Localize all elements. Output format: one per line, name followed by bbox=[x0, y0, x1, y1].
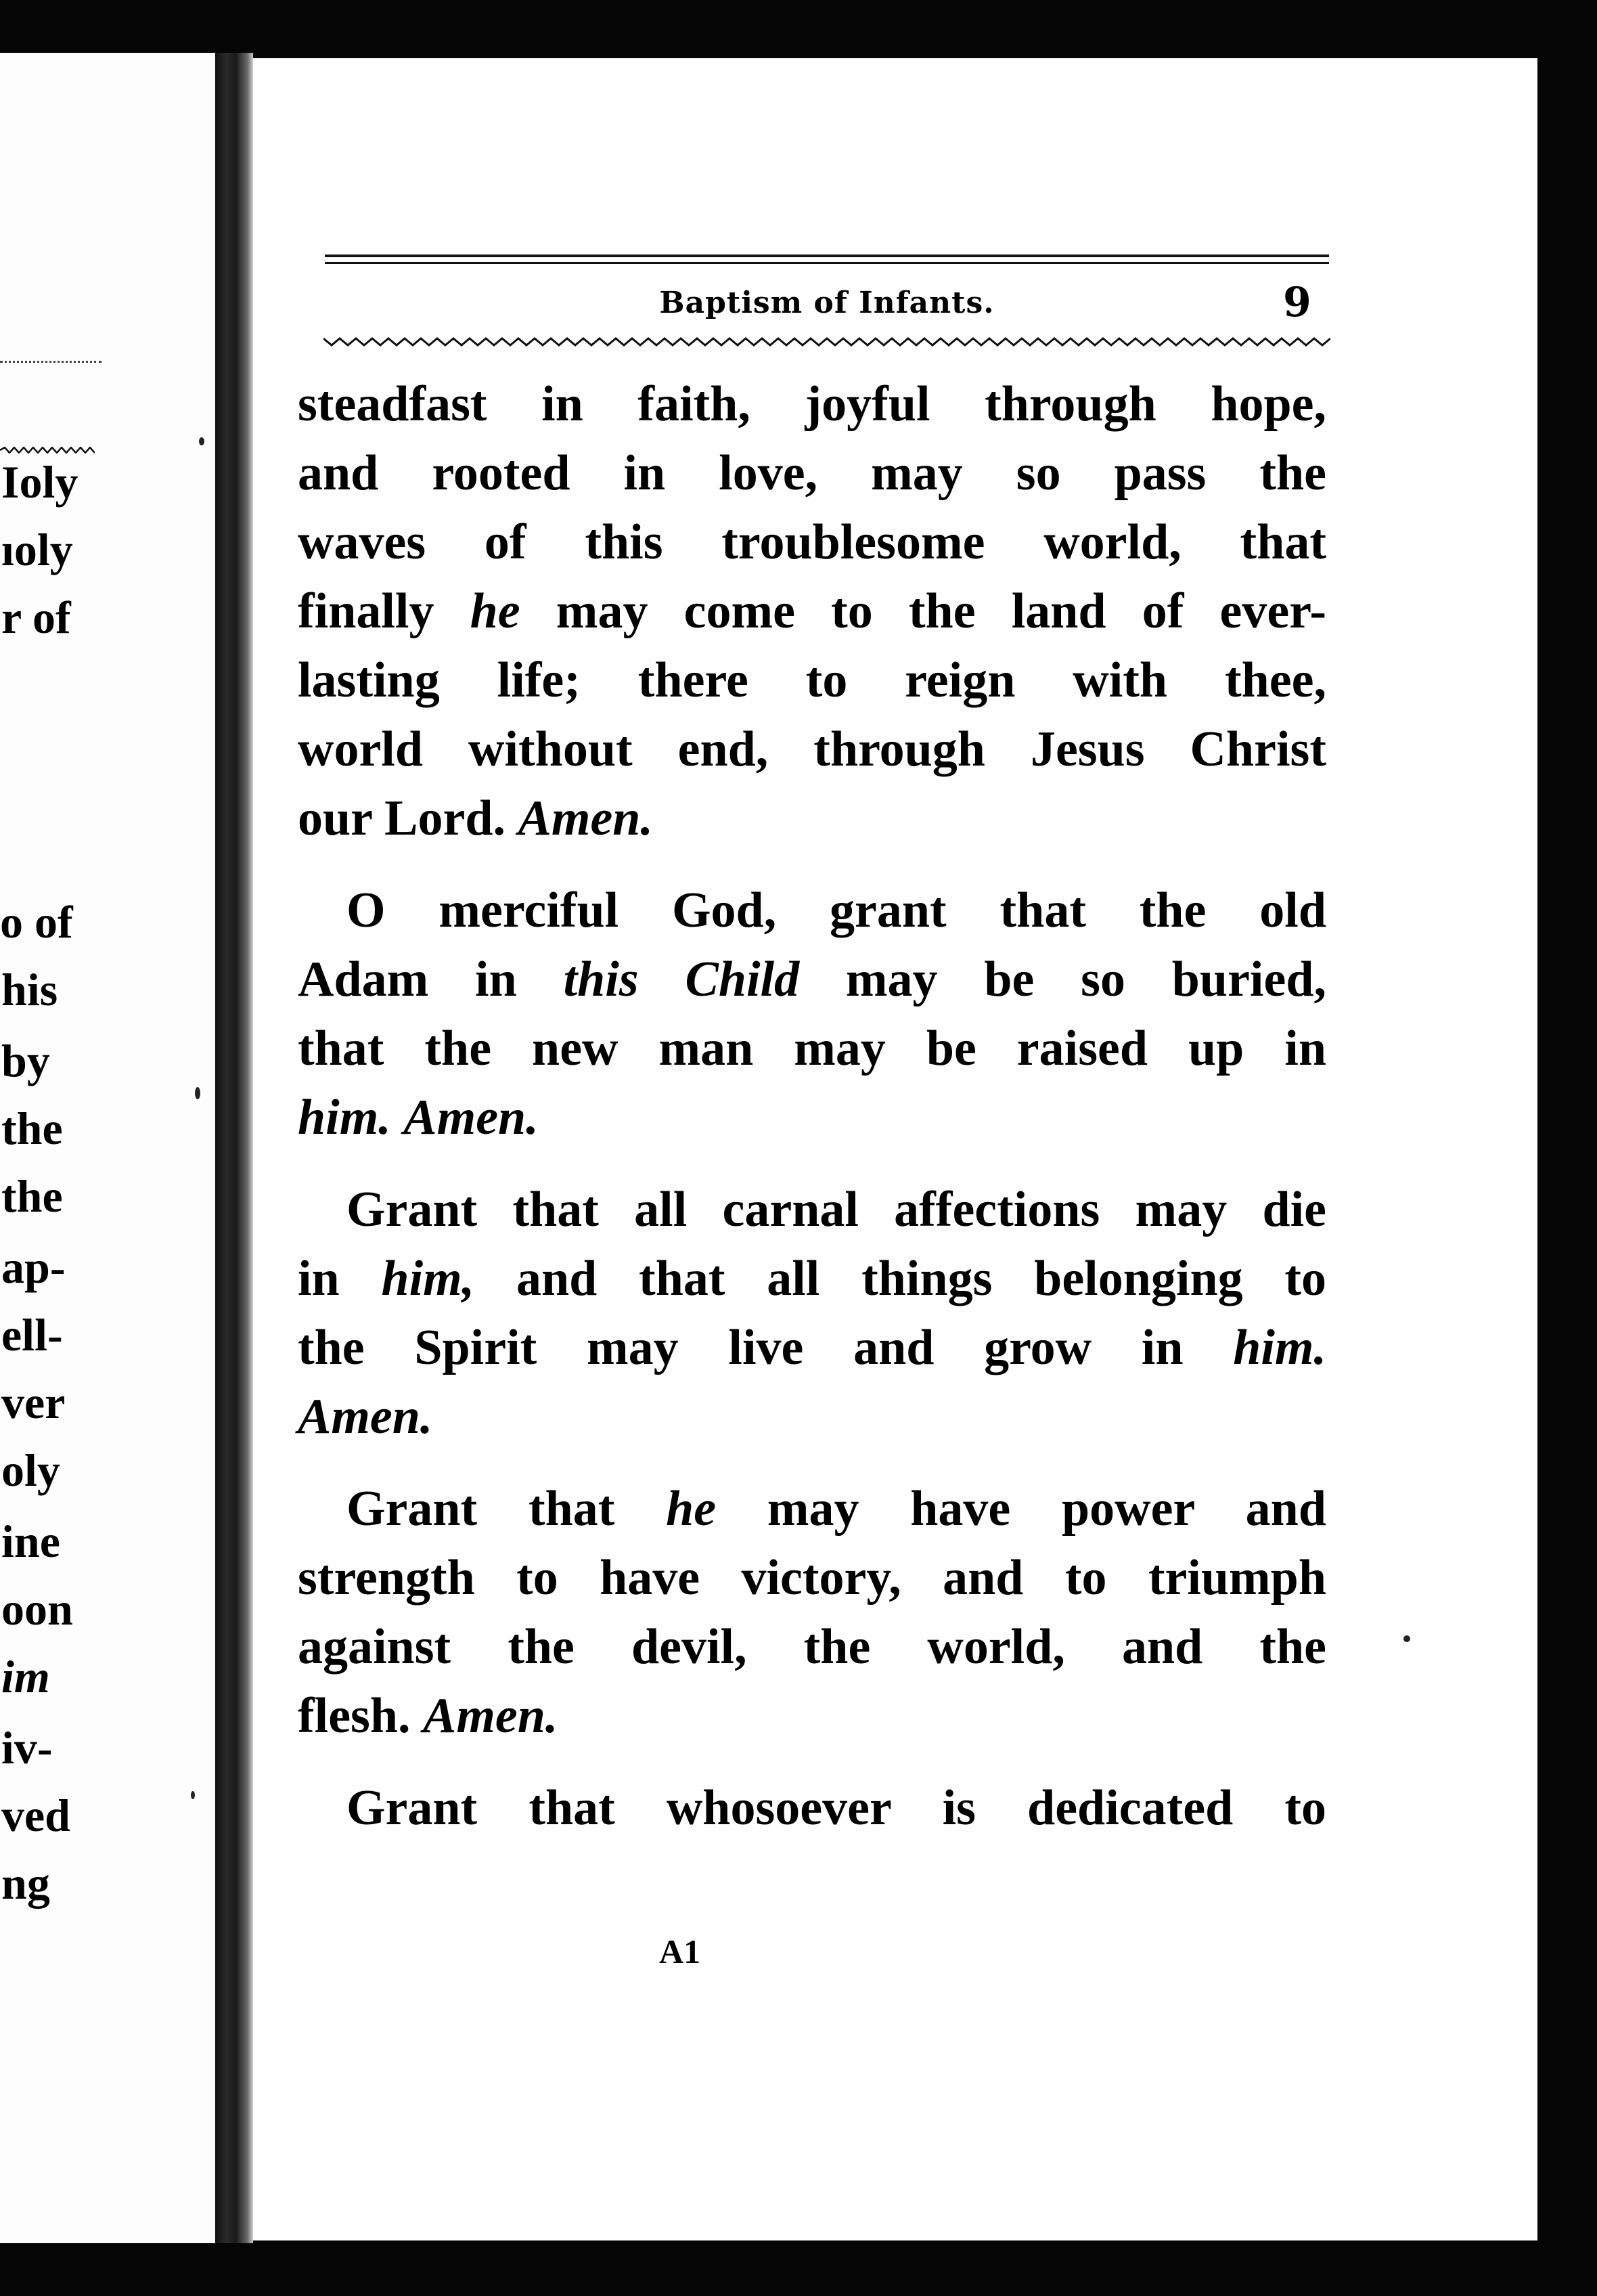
italic-text: Amen. bbox=[518, 791, 653, 846]
left-page-line: ap- bbox=[1, 1241, 66, 1293]
text-run: Grant that all carnal affections may die bbox=[346, 1182, 1326, 1237]
left-page-line: r of bbox=[1, 592, 71, 643]
ink-fleck bbox=[191, 1791, 195, 1799]
left-page-line: ell- bbox=[1, 1309, 63, 1361]
text-line bbox=[298, 876, 1326, 945]
text-run: finally bbox=[298, 583, 470, 639]
paragraph bbox=[298, 1175, 1326, 1451]
paragraph bbox=[298, 876, 1326, 1152]
text-run: and that all things belonging to bbox=[474, 1251, 1326, 1306]
text-run: in bbox=[298, 1251, 382, 1306]
left-page-line: Ioly bbox=[1, 456, 78, 508]
left-page-line: oly bbox=[1, 1444, 60, 1496]
italic-text: he bbox=[470, 583, 520, 639]
text-line bbox=[298, 1773, 1326, 1842]
text-line bbox=[298, 945, 1326, 1014]
header-double-rule bbox=[325, 255, 1329, 264]
left-page-line: his bbox=[1, 964, 58, 1015]
text-line bbox=[298, 1244, 1326, 1313]
left-page-line: im bbox=[1, 1651, 50, 1702]
italic-text: Amen. bbox=[423, 1688, 558, 1744]
text-run: flesh. bbox=[298, 1688, 423, 1744]
left-page-line: ng bbox=[1, 1857, 50, 1909]
text-line bbox=[298, 1313, 1326, 1382]
italic-text: him. bbox=[298, 1090, 391, 1145]
paragraph bbox=[298, 1773, 1326, 1842]
italic-text: Amen. bbox=[403, 1090, 539, 1145]
page-body-text bbox=[298, 370, 1326, 1866]
left-page-line: o of bbox=[0, 896, 73, 948]
ink-fleck bbox=[195, 1087, 200, 1099]
text-run: Adam in bbox=[298, 952, 564, 1007]
text-run: steadfast in faith, joyful through hope, bbox=[298, 376, 1326, 432]
text-run: the Spirit may live and grow in bbox=[298, 1320, 1234, 1375]
left-page-wavy-rule bbox=[0, 447, 95, 454]
text-line bbox=[298, 508, 1326, 577]
italic-text: this Child bbox=[563, 952, 800, 1007]
text-run: may have power and bbox=[716, 1481, 1326, 1537]
italic-text: Amen. bbox=[298, 1389, 433, 1444]
text-run: may be so buried, bbox=[799, 952, 1326, 1007]
italic-text: him, bbox=[381, 1251, 475, 1306]
ink-fleck bbox=[199, 437, 204, 445]
text-line bbox=[298, 1175, 1326, 1244]
text-run bbox=[391, 1090, 404, 1145]
text-line bbox=[298, 715, 1326, 784]
header-wavy-rule bbox=[323, 336, 1330, 348]
text-run: against the devil, the world, and the bbox=[298, 1619, 1326, 1675]
paragraph bbox=[298, 370, 1326, 853]
text-run: O merciful God, grant that the old bbox=[346, 883, 1326, 938]
left-page-header-rule bbox=[0, 361, 102, 363]
text-line bbox=[298, 1543, 1326, 1612]
text-line bbox=[298, 646, 1326, 715]
text-run: our Lord. bbox=[298, 791, 518, 846]
text-line bbox=[298, 1382, 1326, 1451]
text-run: Grant that bbox=[346, 1481, 667, 1537]
italic-text: he bbox=[666, 1481, 717, 1537]
left-page-line: the bbox=[1, 1103, 63, 1154]
text-line bbox=[298, 784, 1326, 853]
left-facing-page bbox=[0, 53, 215, 2243]
text-run: and rooted in love, may so pass the bbox=[298, 445, 1326, 501]
text-line bbox=[298, 1612, 1326, 1681]
italic-text: him. bbox=[1233, 1320, 1326, 1375]
left-page-line: ver bbox=[1, 1377, 66, 1428]
text-run: world without end, through Jesus Christ bbox=[298, 722, 1326, 777]
left-page-line: the bbox=[1, 1170, 63, 1222]
text-line bbox=[298, 577, 1326, 646]
left-page-line: by bbox=[1, 1035, 50, 1086]
text-run: Grant that whosoever is dedicated to bbox=[346, 1780, 1326, 1836]
left-page-line: oon bbox=[1, 1583, 73, 1635]
left-page-line: ıoly bbox=[1, 524, 73, 575]
text-run: that the new man may be raised up in bbox=[298, 1021, 1326, 1076]
text-line bbox=[298, 1014, 1326, 1083]
text-run: lasting life; there to reign with thee, bbox=[298, 653, 1326, 708]
left-page-line: iv- bbox=[1, 1722, 53, 1773]
text-line bbox=[298, 370, 1326, 439]
running-title: Baptism of Infants. bbox=[659, 286, 995, 320]
text-line bbox=[298, 439, 1326, 508]
text-line bbox=[298, 1681, 1326, 1750]
text-run: waves of this troublesome world, that bbox=[298, 514, 1326, 570]
paragraph bbox=[298, 1474, 1326, 1750]
book-gutter-shadow bbox=[215, 53, 253, 2243]
ink-fleck bbox=[1403, 1635, 1410, 1642]
text-line bbox=[298, 1083, 1326, 1152]
left-page-line: ved bbox=[1, 1790, 70, 1841]
page-number: 9 bbox=[1283, 279, 1311, 326]
text-run: strength to have victory, and to triumph bbox=[298, 1550, 1326, 1606]
text-line bbox=[298, 1474, 1326, 1543]
main-page bbox=[253, 58, 1537, 2240]
signature-mark: A1 bbox=[659, 1933, 701, 1970]
left-page-line: ine bbox=[1, 1516, 60, 1567]
text-run: may come to the land of ever- bbox=[520, 583, 1326, 639]
